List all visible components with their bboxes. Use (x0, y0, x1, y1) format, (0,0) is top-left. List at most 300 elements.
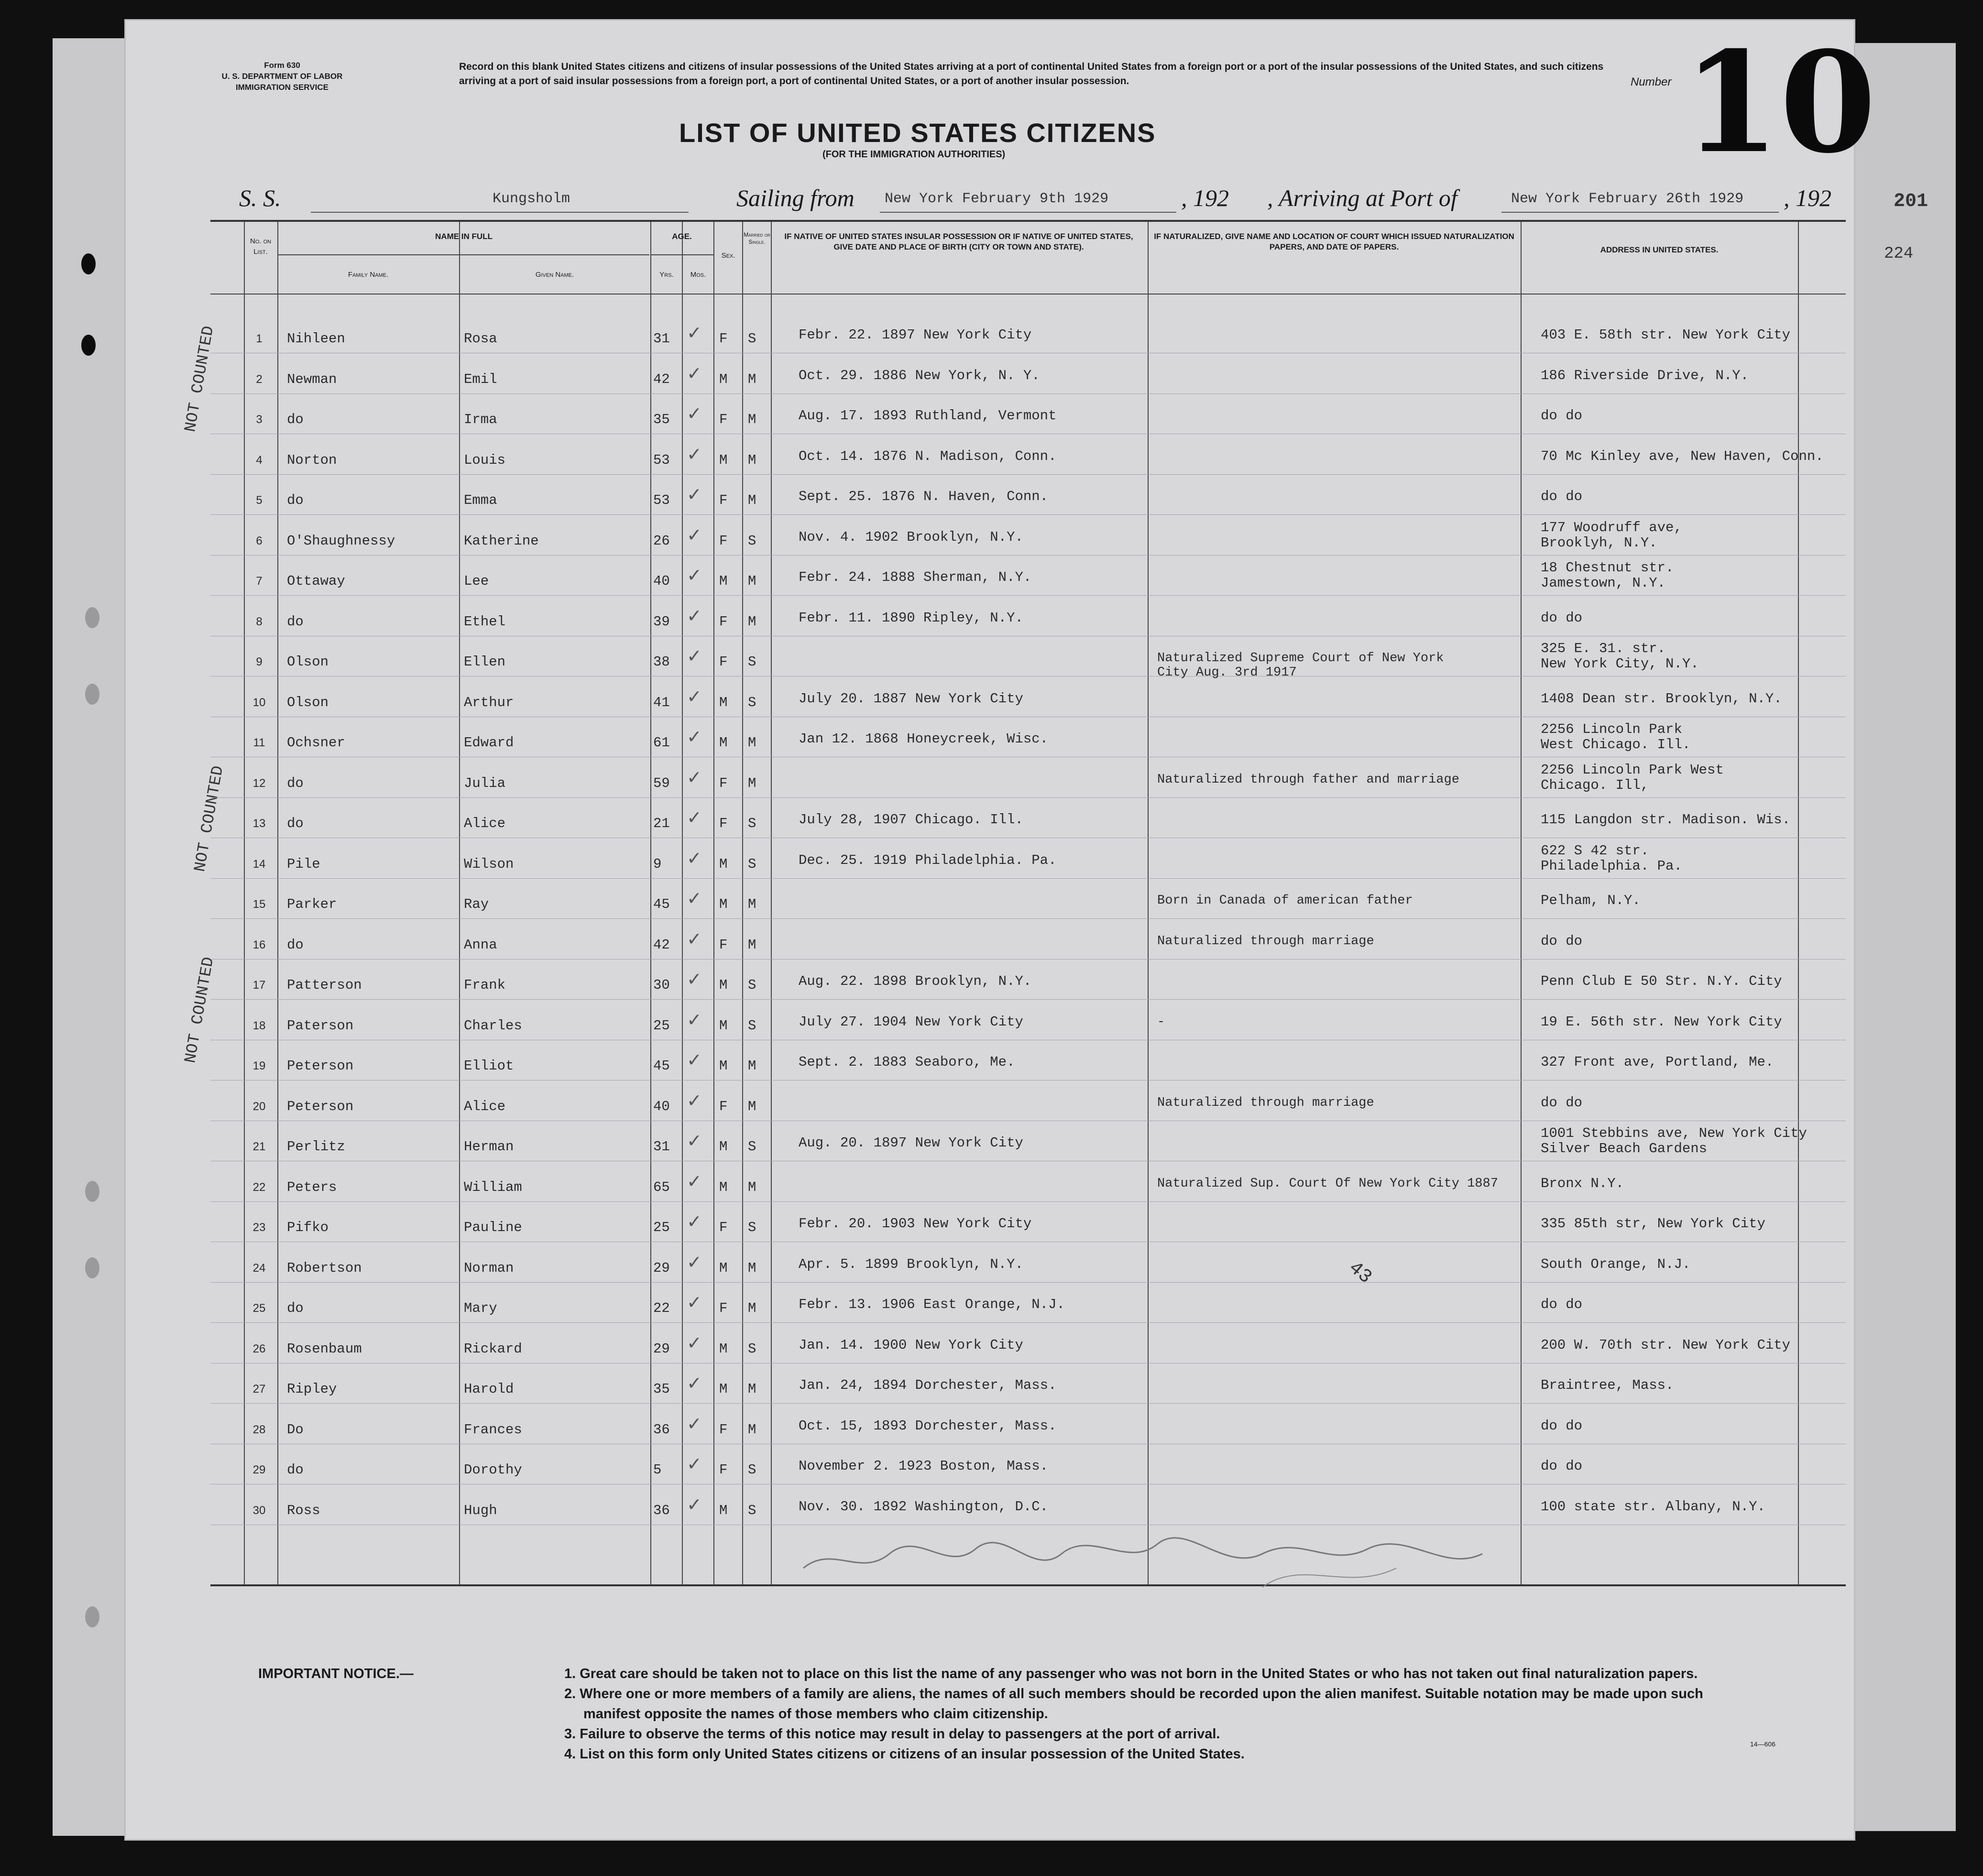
row-divider (210, 797, 1846, 798)
age-years: 25 (653, 1220, 670, 1235)
page-subtitle: (FOR THE IMMIGRATION AUTHORITIES) (822, 149, 1006, 160)
family-name: Peters (287, 1179, 337, 1195)
row-number: 13 (252, 817, 266, 830)
birth-date-place: Apr. 5. 1899 Brooklyn, N.Y. (799, 1256, 1023, 1272)
address: South Orange, N.J. (1541, 1256, 1691, 1272)
row-number: 11 (253, 736, 265, 749)
voyage-line (239, 184, 1928, 218)
given-name: Wilson (464, 856, 514, 872)
sex: F (719, 492, 728, 508)
given-name: Edward (464, 735, 514, 751)
row-divider (210, 595, 1846, 596)
address: Pelham, N.Y. (1541, 893, 1641, 908)
birth-date-place: Jan. 14. 1900 New York City (799, 1337, 1023, 1353)
address: 115 Langdon str. Madison. Wis. (1541, 812, 1791, 828)
address: Bronx N.Y. (1541, 1175, 1624, 1191)
family-name: Peterson (287, 1058, 354, 1074)
address: do do (1541, 1418, 1583, 1434)
row-number: 27 (252, 1383, 266, 1396)
row-number: 29 (252, 1463, 266, 1476)
passenger-table (210, 220, 1846, 1586)
sex: F (719, 533, 728, 549)
address-line2: Philadelphia. Pa. (1541, 858, 1682, 874)
marital-status: M (748, 371, 756, 387)
naturalization-info: Naturalized through marriage (1157, 1095, 1374, 1110)
address-line2: New York City, N.Y. (1541, 656, 1699, 672)
check-mark-icon: ✓ (687, 686, 702, 707)
marital-status: M (748, 492, 756, 508)
sex: M (719, 1058, 728, 1074)
not-counted-stamp: NOT COUNTED (182, 955, 219, 1065)
birth-date-place: Febr. 22. 1897 New York City (799, 327, 1032, 343)
binder-hole (85, 1257, 99, 1278)
birth-date-place: Sept. 2. 1883 Seaboro, Me. (799, 1054, 1015, 1070)
check-mark-icon: ✓ (687, 565, 702, 586)
sex: M (719, 1260, 728, 1276)
address: do do (1541, 1094, 1583, 1111)
row-divider (210, 959, 1846, 960)
row-divider (210, 999, 1846, 1000)
header-years: Yrs. (659, 271, 674, 279)
row-number: 25 (252, 1302, 266, 1315)
header-family-name: Family Name. (348, 271, 389, 279)
notice-item-1: 1. Great care should be taken not to place on this list the name of any passenger who was not born in the United States or who has not taken out final naturalization papers. (564, 1666, 1698, 1681)
sex: M (719, 856, 728, 872)
birth-date-place: July 27. 1904 New York City (799, 1014, 1023, 1030)
side-page-number: 224 (1884, 245, 1914, 263)
marital-status: M (748, 412, 756, 427)
address: do do (1541, 408, 1583, 424)
family-name: do (287, 492, 304, 508)
given-name: Irma (464, 412, 497, 427)
sex: F (719, 331, 728, 347)
sex: F (719, 1462, 728, 1478)
binder-hole (85, 1606, 99, 1627)
address: Braintree, Mass. (1541, 1377, 1674, 1393)
birth-date-place: Febr. 20. 1903 New York City (799, 1216, 1032, 1232)
family-name: Newman (287, 371, 337, 387)
marital-status: M (748, 452, 756, 468)
age-years: 26 (653, 533, 670, 549)
naturalization-info: Naturalized Sup. Court Of New York City 1887 (1157, 1176, 1498, 1191)
check-mark-icon: ✓ (687, 403, 702, 424)
check-mark-icon: ✓ (687, 1251, 702, 1273)
family-name: do (287, 775, 304, 791)
age-years: 40 (653, 1098, 670, 1114)
header-native-birthplace: IF NATIVE OF UNITED STATES INSULAR POSSESSION OR IF NATIVE OF UNITED STATES, GIVE DATE AND PLACE OF BIRTH (CITY OR TOWN AND STATE). (784, 232, 1133, 251)
given-name: Rosa (464, 331, 497, 347)
row-number: 16 (252, 938, 266, 951)
center-stamp: 43 (1344, 1257, 1376, 1289)
marital-status: M (748, 1421, 756, 1438)
row-number: 14 (252, 857, 266, 871)
sex: M (719, 896, 728, 912)
birth-date-place: Febr. 13. 1906 East Orange, N.J. (799, 1297, 1065, 1312)
marital-status: M (748, 735, 756, 751)
service-name: IMMIGRATION SERVICE (236, 83, 329, 92)
check-mark-icon: ✓ (687, 766, 702, 788)
given-name: Elliot (464, 1058, 514, 1074)
ship-name: Kungsholm (493, 191, 570, 207)
marital-status: M (748, 1058, 756, 1074)
sailing-label: Sailing from (736, 185, 855, 211)
address: 2256 Lincoln Park West (1541, 762, 1724, 778)
address: do do (1541, 610, 1583, 626)
header-married-single: Married or Single. (744, 231, 770, 245)
row-number: 7 (256, 575, 263, 588)
address: 403 E. 58th str. New York City (1541, 327, 1791, 343)
age-years: 42 (653, 937, 670, 953)
family-name: Ochsner (287, 735, 345, 751)
given-name: Lee (464, 573, 489, 589)
check-mark-icon: ✓ (687, 807, 702, 828)
age-years: 36 (653, 1421, 670, 1438)
year-suffix: , 192 (1181, 185, 1229, 211)
row-divider (210, 1282, 1846, 1283)
check-mark-icon: ✓ (687, 1453, 702, 1474)
row-number: 3 (256, 413, 263, 426)
list-number: 10 (1683, 22, 1876, 184)
address-line2: West Chicago. Ill. (1541, 737, 1691, 753)
address: 335 85th str, New York City (1541, 1216, 1765, 1232)
birth-date-place: Febr. 11. 1890 Ripley, N.Y. (799, 610, 1023, 626)
check-mark-icon: ✓ (687, 1373, 702, 1394)
check-mark-icon: ✓ (687, 1090, 702, 1111)
given-name: Frances (464, 1421, 522, 1438)
binder-hole (85, 1181, 99, 1202)
given-name: Arthur (464, 694, 514, 710)
sex: M (719, 694, 728, 710)
ss-label: S. S. (239, 185, 281, 211)
marital-status: M (748, 1098, 756, 1114)
family-name: Rosenbaum (287, 1341, 362, 1357)
binder-hole (81, 335, 96, 356)
age-years: 31 (653, 1139, 670, 1155)
row-number: 4 (256, 453, 263, 467)
family-name: Nihleen (287, 331, 345, 347)
sex: M (719, 1502, 728, 1518)
family-name: Olson (287, 654, 329, 670)
family-name: Pifko (287, 1220, 329, 1235)
row-number: 28 (252, 1423, 266, 1436)
age-years: 5 (653, 1462, 662, 1478)
given-name: Ray (464, 896, 489, 912)
sex: M (719, 1341, 728, 1357)
given-name: Hugh (464, 1502, 497, 1518)
given-name: Harold (464, 1381, 514, 1397)
sex: F (719, 412, 728, 427)
sex: F (719, 1220, 728, 1235)
address: 325 E. 31. str. (1541, 641, 1666, 656)
birth-date-place: Aug. 20. 1897 New York City (799, 1135, 1023, 1151)
row-divider (210, 918, 1846, 919)
address: 19 E. 56th str. New York City (1541, 1014, 1782, 1030)
notice-item-3: 3. Failure to observe the terms of this notice may result in delay to passengers at the port of arrival. (564, 1726, 1220, 1742)
row-number: 15 (252, 898, 266, 911)
naturalization-info: Naturalized Supreme Court of New York (1157, 651, 1444, 665)
sex: M (719, 1139, 728, 1155)
sex: M (719, 1179, 728, 1195)
given-name: Rickard (464, 1341, 522, 1357)
marital-status: S (748, 856, 756, 872)
binder-hole (81, 253, 96, 274)
marital-status: M (748, 937, 756, 953)
header-sex: Sex. (721, 251, 735, 260)
address: 200 W. 70th str. New York City (1541, 1337, 1791, 1353)
age-years: 39 (653, 613, 670, 630)
family-name: do (287, 1300, 304, 1316)
family-name: Perlitz (287, 1139, 345, 1155)
age-years: 61 (653, 735, 670, 751)
birth-date-place: November 2. 1923 Boston, Mass. (799, 1458, 1049, 1474)
check-mark-icon: ✓ (687, 1170, 702, 1192)
naturalization-info: - (1157, 1014, 1165, 1029)
marital-status: S (748, 1139, 756, 1155)
birth-date-place: Dec. 25. 1919 Philadelphia. Pa. (799, 852, 1057, 868)
sex: M (719, 1017, 728, 1034)
binder-hole (85, 684, 99, 705)
family-name: Ross (287, 1502, 320, 1518)
sex: F (719, 1098, 728, 1114)
header-name-in-full: NAME IN FULL (435, 232, 493, 241)
check-mark-icon: ✓ (687, 969, 702, 990)
row-number: 2 (256, 372, 263, 386)
check-mark-icon: ✓ (687, 484, 702, 505)
family-name: Parker (287, 896, 337, 912)
age-years: 45 (653, 896, 670, 912)
address: 100 state str. Albany, N.Y. (1541, 1498, 1765, 1515)
given-name: Dorothy (464, 1462, 522, 1478)
address: 2256 Lincoln Park (1541, 721, 1682, 737)
naturalization-info: Naturalized through marriage (1157, 934, 1374, 949)
given-name: Emma (464, 492, 497, 508)
given-name: Frank (464, 977, 506, 993)
check-mark-icon: ✓ (687, 322, 702, 343)
birth-date-place: Febr. 24. 1888 Sherman, N.Y. (799, 569, 1032, 585)
notice-item-4: 4. List on this form only United States citizens or citizens of an insular possession of the United States. (564, 1746, 1245, 1762)
marital-status: S (748, 694, 756, 710)
age-years: 9 (653, 856, 662, 872)
check-mark-icon: ✓ (687, 1292, 702, 1313)
row-number: 20 (252, 1100, 266, 1113)
birth-date-place: July 28, 1907 Chicago. Ill. (799, 812, 1023, 828)
birth-date-place: Sept. 25. 1876 N. Haven, Conn. (799, 489, 1049, 504)
row-divider (210, 474, 1846, 475)
signature (794, 1525, 1559, 1597)
given-name: Emil (464, 371, 497, 387)
sex: M (719, 573, 728, 589)
arriving-at-value: New York February 26th 1929 (1511, 191, 1744, 207)
check-mark-icon: ✓ (687, 605, 702, 626)
row-divider (210, 1201, 1846, 1202)
marital-status: S (748, 533, 756, 549)
form-identification (182, 60, 383, 93)
row-number: 23 (252, 1221, 266, 1234)
marital-status: S (748, 977, 756, 993)
marital-status: M (748, 1179, 756, 1195)
row-number: 19 (252, 1059, 266, 1072)
binder-hole (85, 607, 99, 628)
sex: F (719, 775, 728, 791)
sex: F (719, 613, 728, 630)
marital-status: S (748, 1341, 756, 1357)
family-name: Olson (287, 694, 329, 710)
age-years: 35 (653, 412, 670, 427)
address: 186 Riverside Drive, N.Y. (1541, 367, 1749, 383)
family-name: do (287, 613, 304, 630)
check-mark-icon: ✓ (687, 1332, 702, 1353)
age-years: 21 (653, 816, 670, 831)
birth-date-place: Nov. 30. 1892 Washington, D.C. (799, 1498, 1049, 1515)
sex: F (719, 1300, 728, 1316)
sex: M (719, 371, 728, 387)
marital-status: S (748, 331, 756, 347)
age-years: 53 (653, 452, 670, 468)
address: 177 Woodruff ave, (1541, 519, 1682, 535)
row-number: 8 (256, 615, 263, 628)
address: Penn Club E 50 Str. N.Y. City (1541, 973, 1782, 989)
given-name: Charles (464, 1017, 522, 1034)
birth-date-place: Oct. 29. 1886 New York, N. Y. (799, 367, 1040, 383)
year-suffix: , 192 (1784, 185, 1831, 211)
birth-date-place: Oct. 14. 1876 N. Madison, Conn. (799, 448, 1057, 464)
age-years: 29 (653, 1341, 670, 1357)
marital-status: M (748, 896, 756, 912)
check-mark-icon: ✓ (687, 1130, 702, 1151)
header-address: ADDRESS IN UNITED STATES. (1600, 245, 1719, 254)
family-name: Pile (287, 856, 320, 872)
not-counted-stamp: NOT COUNTED (182, 324, 219, 434)
check-mark-icon: ✓ (687, 726, 702, 747)
row-number: 17 (252, 979, 266, 992)
header-months: Mos. (690, 271, 706, 279)
form-number: Form 630 (264, 61, 300, 70)
row-divider (210, 878, 1846, 879)
family-name: do (287, 1462, 304, 1478)
check-mark-icon: ✓ (687, 443, 702, 465)
row-number: 9 (256, 655, 263, 668)
family-name: O'Shaughnessy (287, 533, 395, 549)
check-mark-icon: ✓ (687, 1494, 702, 1515)
age-years: 53 (653, 492, 670, 508)
row-number: 10 (252, 696, 266, 709)
sex: F (719, 937, 728, 953)
marital-status: M (748, 775, 756, 791)
given-name: Pauline (464, 1220, 522, 1235)
given-name: Katherine (464, 533, 539, 549)
family-name: do (287, 816, 304, 831)
age-years: 29 (653, 1260, 670, 1276)
check-mark-icon: ✓ (687, 847, 702, 869)
number-label: Number (1631, 76, 1672, 88)
family-name: Norton (287, 452, 337, 468)
address: do do (1541, 1297, 1583, 1312)
age-years: 45 (653, 1058, 670, 1074)
age-years: 65 (653, 1179, 670, 1195)
arriving-label: , Arriving at Port of (1267, 185, 1457, 211)
naturalization-info: Naturalized through father and marriage (1157, 772, 1459, 787)
address-line2: Brooklyh, N.Y. (1541, 534, 1657, 551)
given-name: Alice (464, 1098, 506, 1114)
age-years: 36 (653, 1502, 670, 1518)
age-years: 41 (653, 694, 670, 710)
check-mark-icon: ✓ (687, 1009, 702, 1030)
row-number: 18 (252, 1019, 266, 1032)
marital-status: S (748, 1502, 756, 1518)
marital-status: S (748, 1462, 756, 1478)
row-divider (210, 555, 1846, 556)
address-line2: Jamestown, N.Y. (1541, 575, 1666, 591)
family-name: Ottaway (287, 573, 345, 589)
row-number: 6 (256, 534, 263, 547)
naturalization-info: Born in Canada of american father (1157, 894, 1413, 908)
age-years: 38 (653, 654, 670, 670)
header-naturalization: IF NATURALIZED, GIVE NAME AND LOCATION OF COURT WHICH ISSUED NATURALIZATION PAPERS, AND DATE OF PAPERS. (1154, 232, 1514, 251)
marital-status: M (748, 613, 756, 630)
header-given-name: Given Name. (535, 271, 574, 279)
birth-date-place: Jan. 24, 1894 Dorchester, Mass. (799, 1377, 1057, 1393)
check-mark-icon: ✓ (687, 1049, 702, 1070)
marital-status: M (748, 1260, 756, 1276)
address-line2: Chicago. Ill, (1541, 777, 1649, 793)
age-years: 31 (653, 331, 670, 347)
family-name: do (287, 412, 304, 427)
row-number: 26 (252, 1342, 266, 1355)
row-number: 1 (256, 332, 263, 345)
family-name: Paterson (287, 1017, 354, 1034)
sex: F (719, 816, 728, 831)
sex: F (719, 654, 728, 670)
family-name: Patterson (287, 977, 362, 993)
header-no-on-list: No. on List. (250, 237, 272, 256)
address: 327 Front ave, Portland, Me. (1541, 1054, 1774, 1070)
marital-status: S (748, 1017, 756, 1034)
birth-date-place: Oct. 15, 1893 Dorchester, Mass. (799, 1418, 1057, 1434)
address: do do (1541, 933, 1583, 949)
given-name: William (464, 1179, 522, 1195)
address: do do (1541, 489, 1583, 504)
marital-status: M (748, 1381, 756, 1397)
age-years: 30 (653, 977, 670, 993)
family-name: do (287, 937, 304, 953)
row-number: 24 (252, 1261, 266, 1275)
marital-status: S (748, 654, 756, 670)
birth-date-place: Aug. 17. 1893 Ruthland, Vermont (799, 408, 1057, 424)
address-line2: Silver Beach Gardens (1541, 1141, 1708, 1156)
given-name: Ethel (464, 613, 506, 630)
page-stamp: 201 (1894, 191, 1928, 212)
header-age: AGE. (672, 232, 692, 241)
row-divider (210, 514, 1846, 515)
birth-date-place: Jan 12. 1868 Honeycreek, Wisc. (799, 731, 1049, 747)
row-number: 30 (252, 1504, 266, 1517)
given-name: Julia (464, 775, 506, 791)
marital-status: M (748, 573, 756, 589)
marital-status: S (748, 1220, 756, 1235)
marital-status: S (748, 816, 756, 831)
sex: F (719, 1421, 728, 1438)
print-code: 14—606 (1750, 1740, 1775, 1748)
given-name: Herman (464, 1139, 514, 1155)
family-name: Ripley (287, 1381, 337, 1397)
check-mark-icon: ✓ (687, 524, 702, 545)
row-number: 12 (252, 776, 266, 790)
naturalization-info-line2: City Aug. 3rd 1917 (1157, 665, 1297, 680)
age-years: 35 (653, 1381, 670, 1397)
row-divider (210, 1322, 1846, 1323)
sex: M (719, 977, 728, 993)
birth-date-place: July 20. 1887 New York City (799, 690, 1023, 707)
